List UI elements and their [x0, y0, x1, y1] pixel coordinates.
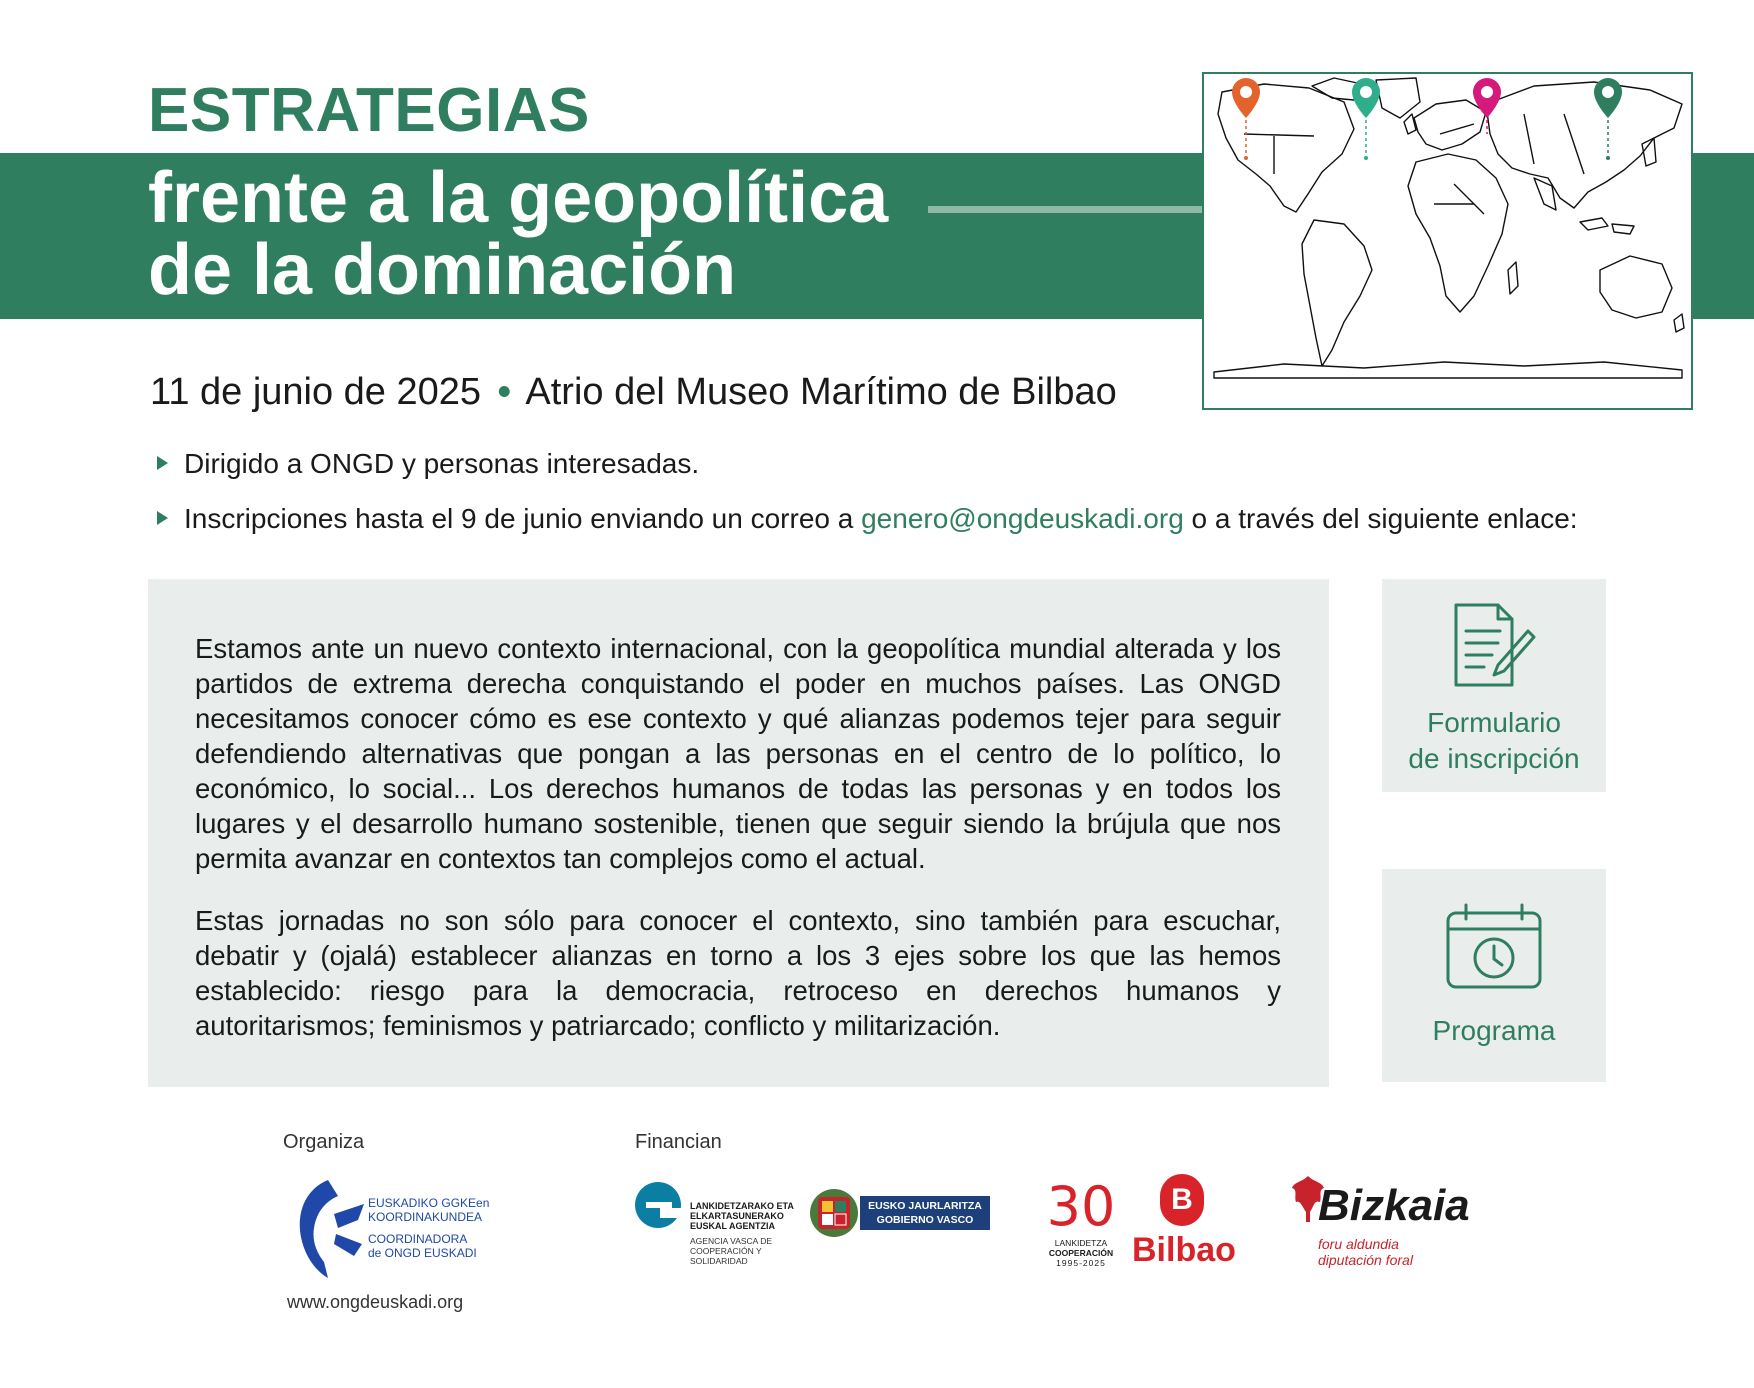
agency-line-4: AGENCIA VASCA DE	[690, 1236, 773, 1246]
coordinadora-logo-text	[368, 1196, 489, 1260]
agency-line-5: COOPERACIÓN Y	[690, 1246, 762, 1256]
organiza-label: Organiza	[283, 1131, 365, 1153]
bullet-separator: •	[497, 371, 511, 413]
bilbao-logo	[1132, 1174, 1236, 1278]
program-button-label: Programa	[1432, 1015, 1556, 1046]
program-button[interactable]	[1382, 869, 1606, 1082]
agency-line-1: LANKIDETZARAKO ETA	[690, 1201, 794, 1211]
anniversary-number: 30	[1046, 1175, 1116, 1238]
form-document-icon	[1450, 601, 1538, 691]
org-logo-line-3: COORDINADORA	[368, 1232, 468, 1246]
event-date: 11 de junio de 2025	[150, 371, 482, 413]
coordinadora-mark-icon	[288, 1174, 368, 1282]
bizkaia-subtitle	[1318, 1236, 1413, 1268]
title-line-2: de la dominación	[148, 230, 737, 310]
org-logo-line-1: EUSKADIKO GGKEen	[368, 1196, 490, 1210]
form-button-label	[1382, 705, 1606, 777]
bullet-registration	[157, 499, 1578, 539]
bizkaia-logo	[1288, 1174, 1478, 1270]
title-eyebrow: ESTRATEGIAS	[148, 76, 590, 145]
bilbao-name: Bilbao	[1132, 1231, 1236, 1269]
bullet-audience	[157, 444, 699, 484]
title-line-1: frente a la geopolítica	[148, 158, 889, 238]
registration-suffix: o a través del siguiente enlace:	[1191, 503, 1578, 534]
registration-form-button[interactable]	[1382, 579, 1606, 792]
gov-line-1: EUSKO JAURLARITZA	[868, 1200, 982, 1212]
agency-line-2: ELKARTASUNERAKO	[690, 1211, 784, 1221]
triangle-bullet-icon	[157, 456, 168, 470]
cooperacion-30-logo	[1046, 1175, 1116, 1276]
form-label-line-2: de inscripción	[1408, 743, 1580, 774]
anniv-line-3: 1995-2025	[1056, 1258, 1106, 1268]
description-panel	[148, 579, 1329, 1087]
triangle-bullet-icon	[157, 511, 168, 525]
gobierno-vasco-logo	[808, 1192, 990, 1234]
bizkaia-name: Bizkaia	[1318, 1181, 1470, 1230]
bizkaia-line-1: foru aldundia	[1318, 1236, 1399, 1252]
anniv-line-2: COOPERACIÓN	[1048, 1248, 1114, 1258]
agencia-text-es	[690, 1236, 772, 1266]
registration-prefix: Inscripciones hasta el 9 de junio enviando un correo a	[184, 503, 854, 534]
world-map-illustration	[1202, 72, 1693, 410]
agencia-text-eu	[690, 1201, 794, 1231]
coordinadora-logo	[288, 1174, 488, 1282]
event-venue: Atrio del Museo Marítimo de Bilbao	[525, 371, 1117, 413]
org-website-link[interactable]: www.ongdeuskadi.org	[287, 1292, 464, 1312]
anniv-line-1: LANKIDETZA	[1054, 1238, 1108, 1248]
description-paragraph-2: Estas jornadas no son sólo para conocer el contexto, sino también para escuchar, debatir y (ojalá) establecer alianzas en torno a los 3 ejes sobre los que las hemos establecido: riesgo para la democracia, retroceso en derechos humanos y autoritarismos; feminismos y patriarcado; conflicto y militarización.	[195, 905, 1281, 1041]
description-paragraph-1: Estamos ante un nuevo contexto internacional, con la geopolítica mundial alterada y los partidos de extrema derecha conquistando el poder en muchos países. Las ONGD necesitamos conocer cómo es ese contexto y qué alianzas podemos tejer para seguir defendiendo alternativas que pongan a las personas en el centro de lo político, lo económico, lo social... Los derechos humanos de todas las personas y en todos los lugares y el desarrollo humano sostenible, tienen que seguir siendo la brújula que nos permita avanzar en contextos tan complejos como el actual.	[195, 633, 1281, 874]
page-title	[148, 158, 889, 310]
gobierno-vasco-banner	[860, 1196, 990, 1230]
agencia-vasca-logo	[634, 1180, 804, 1272]
world-map-icon	[1204, 74, 1691, 408]
registration-email-link[interactable]: genero@ongdeuskadi.org	[861, 503, 1184, 534]
agency-line-3: EUSKAL AGENTZIA	[690, 1221, 776, 1231]
bilbao-b-icon: B	[1160, 1174, 1204, 1226]
agencia-e-icon	[634, 1180, 688, 1230]
calendar-clock-icon	[1444, 903, 1544, 991]
agency-line-6: SOLIDARIDAD	[690, 1256, 748, 1266]
audience-text: Dirigido a ONGD y personas interesadas.	[184, 448, 700, 479]
bizkaia-line-2: diputación foral	[1318, 1252, 1413, 1268]
org-logo-line-4: de ONGD EUSKADI	[368, 1246, 477, 1260]
org-logo-line-2: KOORDINAKUNDEA	[368, 1210, 483, 1224]
coat-of-arms-icon	[808, 1187, 860, 1239]
event-dateline	[150, 368, 1117, 416]
financian-label: Financian	[635, 1131, 722, 1153]
gov-line-2: GOBIERNO VASCO	[876, 1214, 974, 1226]
form-label-line-1: Formulario	[1427, 707, 1561, 738]
